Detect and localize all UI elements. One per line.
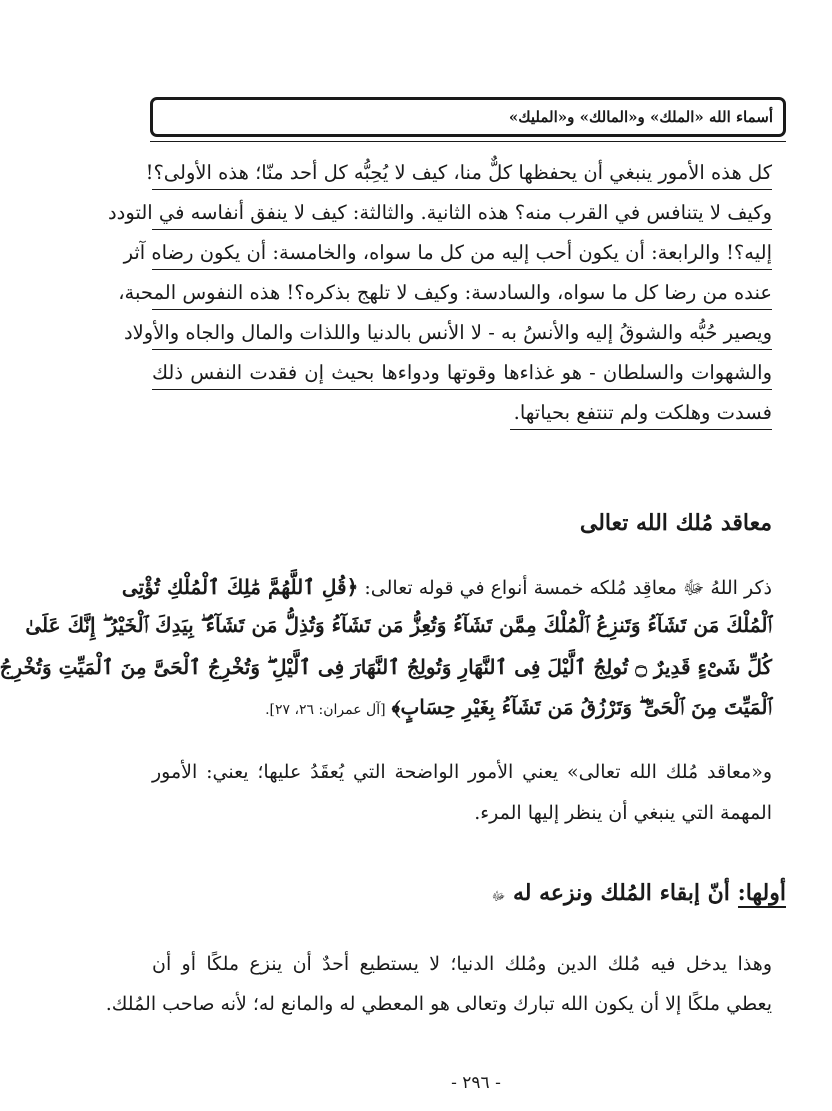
quran-verse-line: كُلِّ شَىْءٍ قَدِيرٌ ۝ تُولِجُ ٱلَّيْلَ فِى ٱلنَّهَارِ وَتُولِجُ ٱلنَّهَارَ فِى ٱلَّيْلِ ۖ وَتُخْرِجُ ٱلْحَىَّ مِنَ ٱلْمَيِّتِ وَتُخْرِجُ	[0, 655, 772, 679]
intro-line: فسدت وهلكت ولم تنتفع بحياتها.	[510, 390, 772, 430]
intro-paragraph	[108, 150, 772, 430]
honorific-symbol: ﷻ	[491, 889, 506, 903]
page-number: - ٢٩٦ -	[451, 1073, 501, 1093]
verse-paragraph	[0, 570, 772, 726]
subheading-label: أولها:	[737, 880, 786, 906]
running-header	[150, 97, 786, 137]
final-paragraph	[105, 944, 772, 1024]
explanation-line: و«معاقد مُلك الله تعالى» يعني الأمور الواضحة التي يُعقَدُ عليها؛ يعني: الأمور	[152, 761, 772, 783]
final-line: وهذا يدخل فيه مُلك الدين ومُلك الدنيا؛ لا يستطيع أحدٌ أن ينزع ملكًا أو أن	[152, 953, 772, 975]
intro-line: وكيف لا يتنافس في القرب منه؟ هذه الثانية. والثالثة: كيف لا ينفق أنفاسه في التودد	[152, 190, 772, 230]
section-title: معاقد مُلك الله تعالى	[579, 510, 772, 536]
quran-verse-line: ٱلْمُلْكَ مَن تَشَآءُ وَتَنزِعُ ٱلْمُلْكَ مِمَّن تَشَآءُ وَتُعِزُّ مَن تَشَآءُ وَتُذِلُّ مَن تَشَآءُ ۖ بِيَدِكَ ٱلْخَيْرُ ۖ إِنَّكَ عَلَىٰ	[25, 613, 772, 637]
verse-first-line	[121, 570, 772, 604]
verse-intro: ذكر اللهُ ﷻ معاقِد مُلكه خمسة أنواع في قوله تعالى:	[364, 577, 772, 599]
final-line: يعطي ملكًا إلا أن يكون الله تبارك وتعالى هو المعطي له والمانع له؛ لأنه صاحب المُلك.	[105, 993, 772, 1015]
verse-reference: [آل عمران: ٢٦، ٢٧].	[265, 702, 386, 718]
header-rule	[150, 141, 786, 142]
intro-line: ويصير حُبُّه والشوقُ إليه والأنسُ به - لا الأنس بالدنيا واللذات والمال والجاه والأولاد	[152, 310, 772, 350]
explanation-paragraph	[152, 752, 772, 834]
intro-line: إليه؟! والرابعة: أن يكون أحب إليه من كل ما سواه، والخامسة: أن يكون رضاه آثر	[152, 230, 772, 270]
explanation-line: المهمة التي ينبغي أن ينظر إليها المرء.	[474, 802, 772, 824]
subheading-text: أنّ إبقاء المُلك ونزعه له	[512, 880, 730, 906]
header-title: أسماء الله «الملك» و«المالك» و«المليك»	[508, 108, 773, 126]
verse-last-line	[152, 688, 772, 726]
quran-verse-text: ٱلْمَيِّتَ مِنَ ٱلْحَىِّ ۖ وَتَرْزُقُ مَن تَشَآءُ بِغَيْرِ حِسَابٍ﴾	[391, 695, 772, 719]
intro-line: والشهوات والسلطان - هو غذاءها وقوتها ودواءها بحيث إن فقدت النفس ذلك	[152, 350, 772, 390]
quran-verse-text: ﴿قُلِ ٱللَّهُمَّ مَٰلِكَ ٱلْمُلْكِ تُؤْتِى	[121, 575, 359, 599]
intro-line: كل هذه الأمور ينبغي أن يحفظها كلٌّ منا، كيف لا يُحِبُّه كل أحد منّا؛ هذه الأولى؟!	[152, 150, 772, 190]
intro-line: عنده من رضا كل ما سواه، والسادسة: وكيف لا تلهج بذكره؟! هذه النفوس المحبة،	[152, 270, 772, 310]
subheading	[492, 880, 786, 906]
